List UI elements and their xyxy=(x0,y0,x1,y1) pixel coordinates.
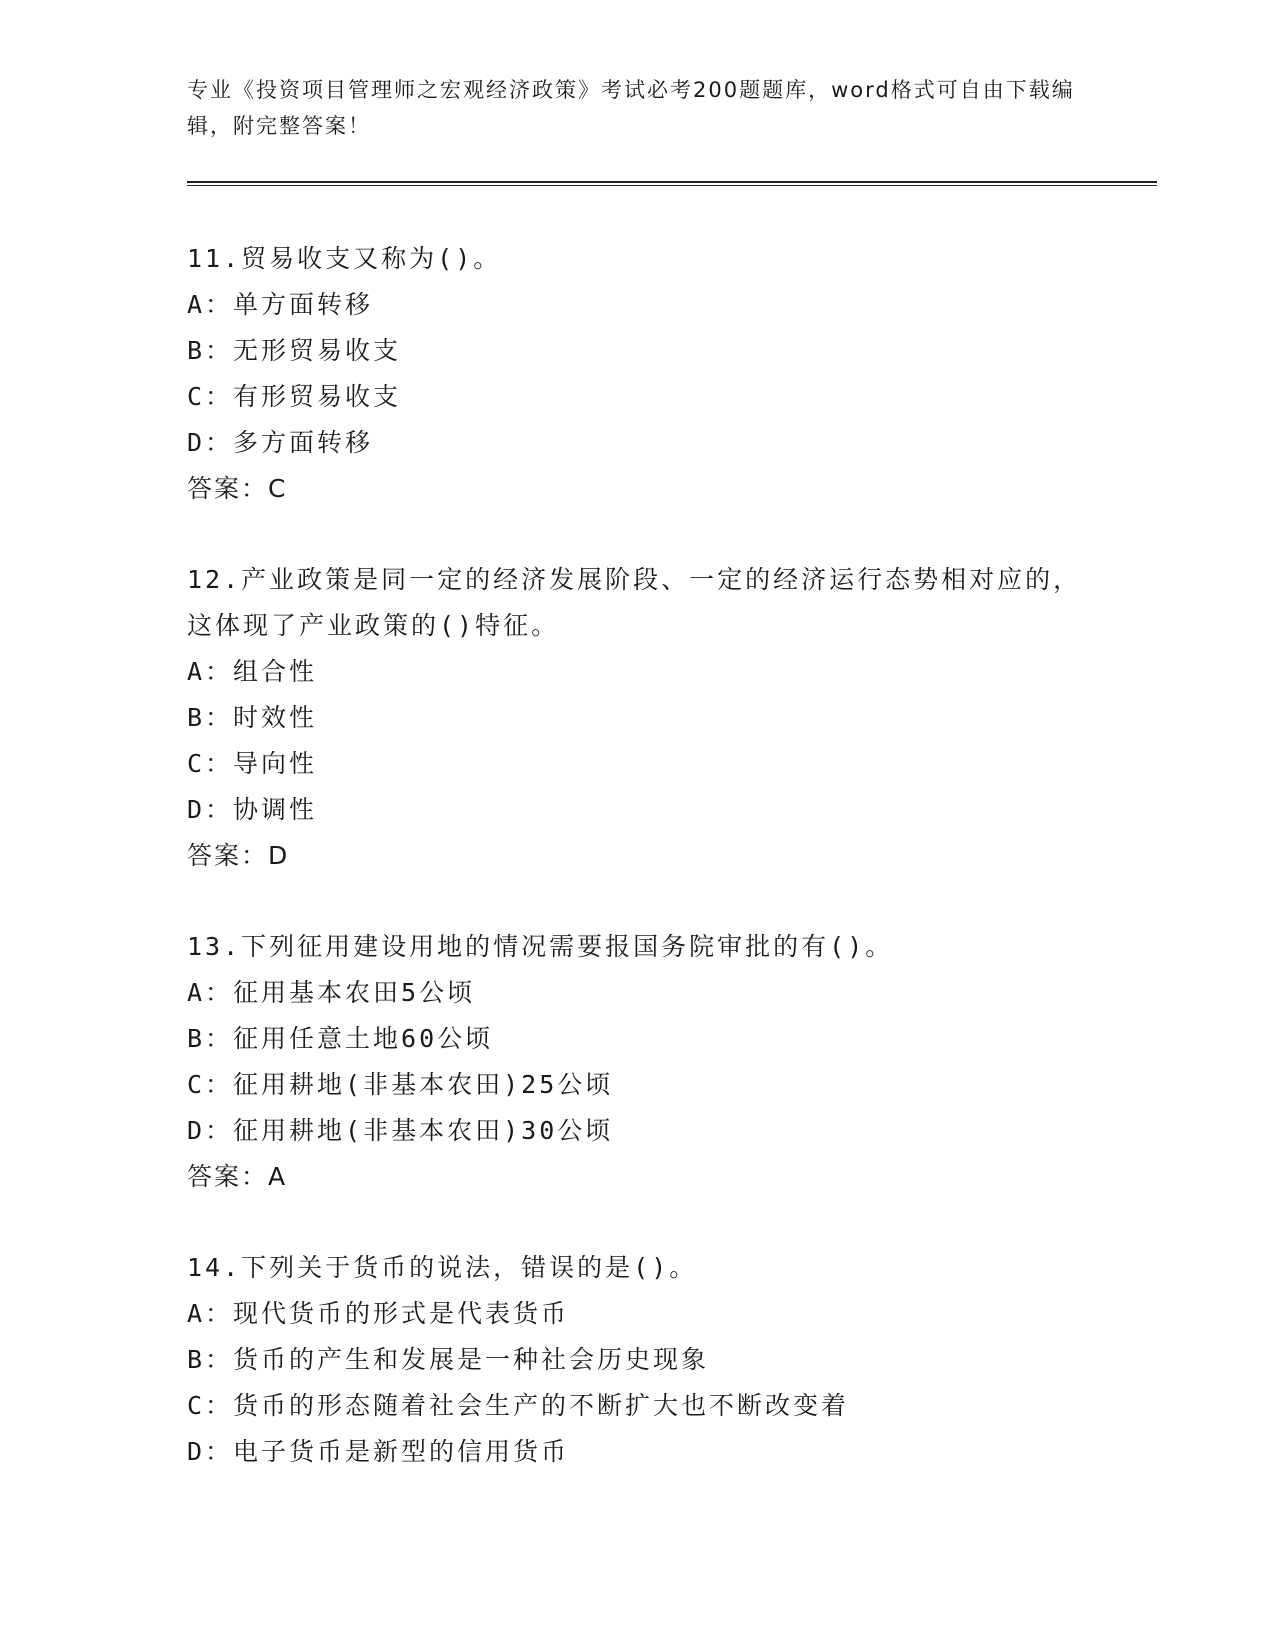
option-d: D：多方面转移 xyxy=(187,428,374,457)
option-b: B：征用任意土地60公顷 xyxy=(187,1024,494,1053)
question-stem: 14.下列关于货币的说法，错误的是()。 xyxy=(187,1253,698,1282)
option-a: A：现代货币的形式是代表货币 xyxy=(187,1299,570,1328)
document-page xyxy=(187,72,1157,1520)
header-divider xyxy=(187,181,1157,186)
question-12 xyxy=(187,557,1157,879)
question-stem: 12.产业政策是同一定的经济发展阶段、一定的经济运行态势相对应的，这体现了产业政策的()特征。 xyxy=(187,565,1082,640)
question-list xyxy=(187,236,1157,1475)
option-b: B：时效性 xyxy=(187,703,318,732)
option-c: C：有形贸易收支 xyxy=(187,382,402,411)
option-c: C：导向性 xyxy=(187,749,318,778)
option-b: B：无形贸易收支 xyxy=(187,336,402,365)
answer: 答案：D xyxy=(187,841,290,870)
answer: 答案：C xyxy=(187,474,288,503)
option-d: D：协调性 xyxy=(187,795,318,824)
question-stem: 13.下列征用建设用地的情况需要报国务院审批的有()。 xyxy=(187,932,894,961)
question-13 xyxy=(187,924,1157,1200)
option-c: C：货币的形态随着社会生产的不断扩大也不断改变着 xyxy=(187,1391,850,1420)
option-d: D：电子货币是新型的信用货币 xyxy=(187,1437,570,1466)
question-stem: 11.贸易收支又称为()。 xyxy=(187,244,502,273)
option-c: C：征用耕地(非基本农田)25公顷 xyxy=(187,1070,614,1099)
option-b: B：货币的产生和发展是一种社会历史现象 xyxy=(187,1345,710,1374)
option-a: A：征用基本农田5公顷 xyxy=(187,978,476,1007)
answer: 答案：A xyxy=(187,1162,288,1191)
option-a: A：组合性 xyxy=(187,657,318,686)
document-header: 专业《投资项目管理师之宏观经济政策》考试必考200题题库，word格式可自由下载编辑，附完整答案！ xyxy=(187,78,1075,138)
option-d: D：征用耕地(非基本农田)30公顷 xyxy=(187,1116,614,1145)
option-a: A：单方面转移 xyxy=(187,290,374,319)
question-11 xyxy=(187,236,1157,512)
question-14 xyxy=(187,1245,1157,1475)
